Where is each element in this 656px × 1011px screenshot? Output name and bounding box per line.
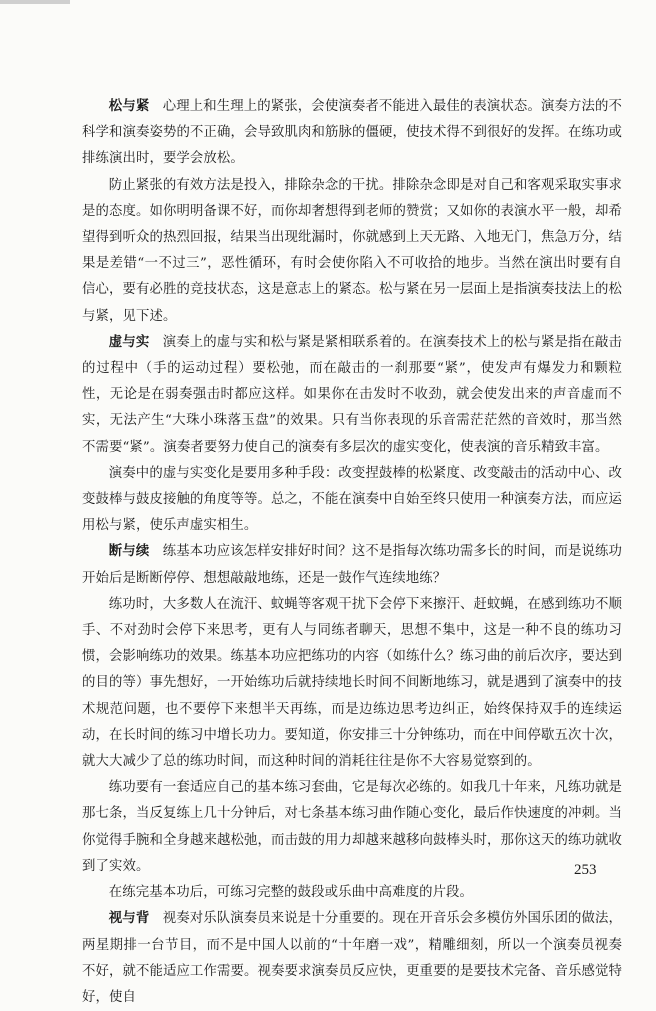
paragraph-text: 防止紧张的有效方法是投入，排除杂念的干扰。排除杂念即是对自己和客观采取实事求是的态度。如你明明备课不好，而你却奢想得到老师的赞赏；又如你的表演水平一般，却希望得到听众的热烈回报，结果当出现纰漏时，你就感到上天无路、入地无门，焦急万分，结果是差错“一不过三”，恶性循环，有时会使你陷入不可收拾的地步。当然在演出时要有自信心，要有必胜的竞技状态，这是意志上的紧态。松与紧在另一层面上是指演奏技法上的松与紧，见下述。 [82,177,622,324]
paragraph [82,173,622,330]
paragraph-text: 练基本功应该怎样安排好时间？这不是指每次练功需多长的时间，而是说练功开始后是断断停停、想想敲敲地练，还是一鼓作气连续地练？ [82,544,622,586]
paragraph [82,592,622,775]
paragraph-text: 演奏中的虚与实变化是要用多种手段：改变捏鼓棒的松紧度、改变敲击的活动中心、改变鼓棒与鼓皮接触的角度等等。总之，不能在演奏中自始至终只使用一种演奏方法，而应运用松与紧，使乐声虚实相生。 [82,465,622,534]
section-heading: 松与紧 [108,99,150,114]
paragraph [82,461,622,540]
section-heading: 断与续 [108,544,150,560]
paragraph [82,330,622,461]
paragraph [82,539,622,591]
paragraph-text: 演奏上的虚与实和松与紧是紧相联系着的。在演奏技术上的松与紧是指在敲击的过程中（手的运动过程）要松弛，而在敲击的一刹那要“紧”，使发声有爆发力和颗粒性，无论是在弱奏强击时都应这样。如果你在击发时不收劲，就会使发出来的声音虚而不实，无法产生“大珠小珠落玉盘”的效果。只有当你表现的乐音需茫茫然的音效时，那当然不需要“紧”。演奏者要努力使自己的演奏有多层次的虚实变化，使表演的音乐精致丰富。 [82,334,622,455]
paragraph [82,94,622,173]
section-heading: 视与背 [108,911,150,927]
paragraph [82,880,622,906]
page-number: 253 [574,862,597,878]
paragraph-text: 练功时，大多数人在流汗、蚊蝇等客观干扰下会停下来擦汗、赶蚊蝇，在感到练功不顺手、不对劲时会停下来思考，更有人与同练者聊天，思想不集中，这是一种不良的练功习惯，会影响练功的效果。练基本功应把练功的内容（如练什么？练习曲的前后次序，要达到的目的等）事先想好，一开始练功后就持续地长时间不间断地练习，就是遇到了演奏中的技术规范问题，也不要停下来想半天再练，而是边练边思考边纠正，始终保持双手的连续运动，在长时间的练习中增长功力。要知道，你安排三十分钟练功，而在中间停歇五次十次，就大大减少了总的练功时间，而这种时间的消耗往往是你不大容易觉察到的。 [82,596,622,770]
scan-artifact [0,0,70,4]
paragraph-text: 在练完基本功后，可练习完整的鼓段或乐曲中高难度的片段。 [108,885,474,901]
paragraph [82,906,622,1011]
paragraph-text: 视奏对乐队演奏员来说是十分重要的。现在开音乐会多模仿外国乐团的做法，两星期排一台节目，而不是中国人以前的“十年磨一戏”，精雕细刻，所以一个演奏员视奏不好，就不能适应工作需要。视奏要求演奏员反应快，更重要的是要技术完备、音乐感觉特好，使自 [82,911,622,1005]
section-heading: 虚与实 [108,334,150,350]
paragraph-text: 心理上和生理上的紧张，会使演奏者不能进入最佳的表演状态。演奏方法的不科学和演奏姿势的不正确，会导致肌肉和筋脉的僵硬，使技术得不到很好的发挥。在练功或排练演出时，要学会放松。 [82,99,622,167]
paragraph [82,775,622,880]
paragraph-text: 练功要有一套适应自己的基本练习套曲，它是每次必练的。如我几十年来，凡练功就是那七条，当反复练上几十分钟后，对七条基本练习曲作随心变化，最后作快速度的冲刺。当你觉得手腕和全身越来越松弛，而击鼓的用力却越来越移向鼓棒头时，那你这天的练功就收到了实效。 [82,780,622,874]
page-body [82,94,622,1011]
